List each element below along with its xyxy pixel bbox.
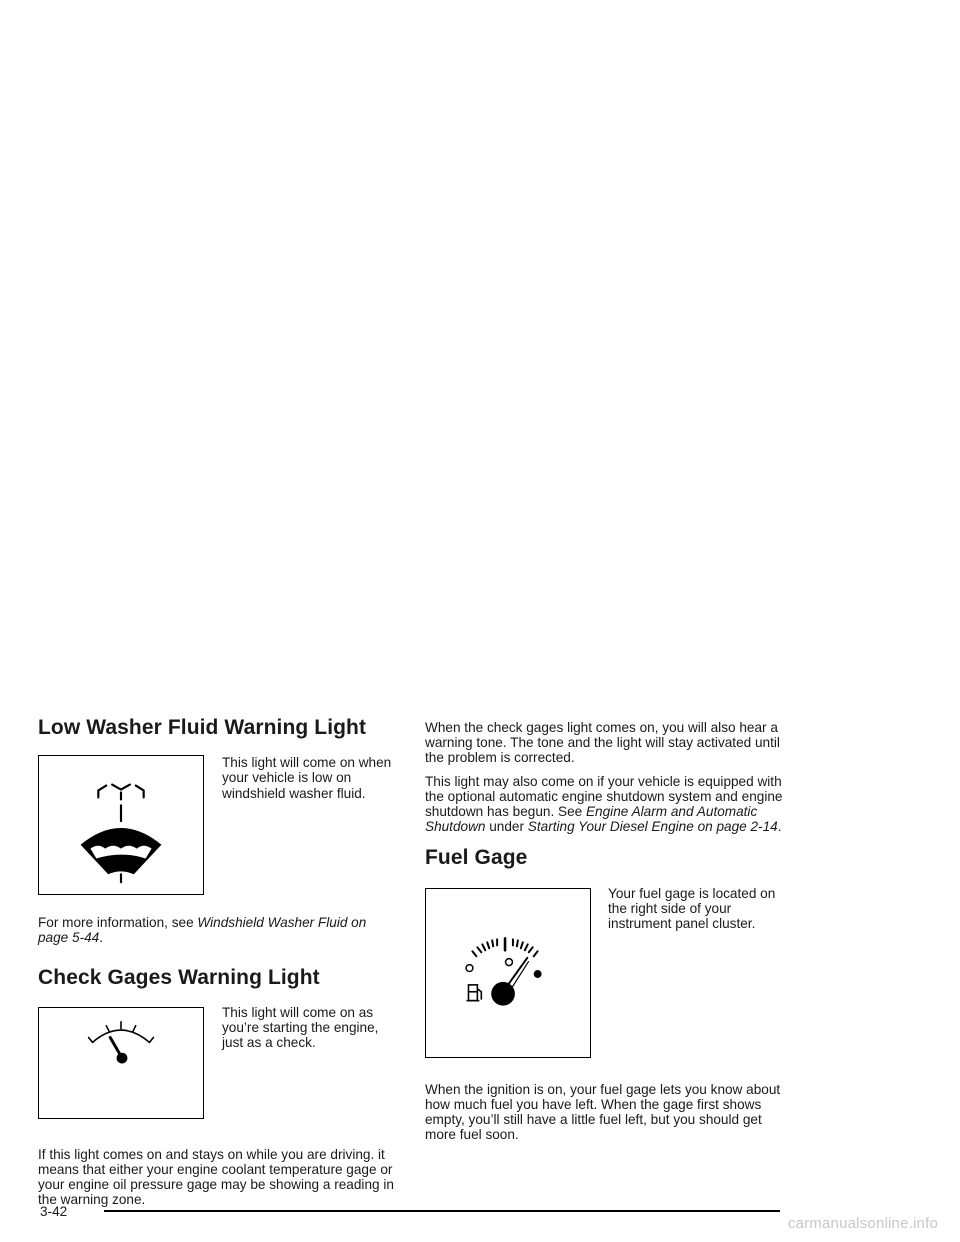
left-column — [38, 716, 398, 1207]
fuel-gage-side-text: Your fuel gage is located on the right side of your instrument panel cluster. — [608, 885, 776, 931]
fuel-gage-body: When the ignition is on, your fuel gage lets you know about how much fuel you have left. When the gage first shows empty, you’ll still have a little fuel left, but you should get more fuel soon. — [425, 1081, 781, 1143]
footer-rule — [104, 1210, 780, 1212]
washer-fluid-figure — [38, 755, 204, 895]
gage-needle-icon — [39, 1008, 203, 1118]
washer-fluid-icon — [39, 756, 203, 894]
check-tone-text: When the check gages light comes on, you will also hear a warning tone. The tone and the light will stay activated until the problem is corrected. — [425, 720, 780, 766]
page-number: 3-42 — [40, 1204, 68, 1219]
check-gages-side-text: This light will come on as you’re starting the engine, just as a check. — [222, 1004, 379, 1050]
washer-heading: Low Washer Fluid Warning Light — [38, 716, 367, 739]
washer-more-info: For more information, see Windshield Washer Fluid on page 5-44. — [38, 915, 367, 946]
fuel-gage-figure — [425, 888, 591, 1058]
fuel-gage-heading: Fuel Gage — [425, 846, 528, 870]
washer-fluid-reference: Windshield Washer Fluid on page 5-44 — [38, 915, 367, 946]
watermark: carmanualsonline.info — [787, 1215, 938, 1232]
starting-diesel-reference: Starting Your Diesel Engine on page 2-14 — [527, 819, 778, 835]
engine-alarm-reference: Engine Alarm and Automatic Shutdown — [425, 804, 758, 835]
fuel-gage-icon — [426, 889, 590, 1057]
right-column — [425, 720, 785, 1142]
check-gages-body: If this light comes on and stays on while you are driving. it means that either your engine coolant temperature gage or your engine oil pressure gage may be showing a reading in the warning zone. — [38, 1146, 394, 1208]
washer-side-text: This light will come on when your vehicle is low on windshield washer fluid. — [222, 755, 392, 801]
washer-figure-row — [38, 753, 398, 895]
check-gages-figure-row — [38, 1005, 398, 1147]
fuel-gage-figure-row — [425, 885, 785, 1058]
check-shutdown-text: This light may also come on if your vehicle is equipped with the optional automatic engine shutdown system and engine shutdown has begun. See Engine Alarm and Automatic Shutdown under Starting Your Diesel Engine on page 2-14. — [425, 773, 783, 835]
check-gages-heading: Check Gages Warning Light — [38, 965, 320, 989]
check-gages-figure — [38, 1007, 204, 1119]
